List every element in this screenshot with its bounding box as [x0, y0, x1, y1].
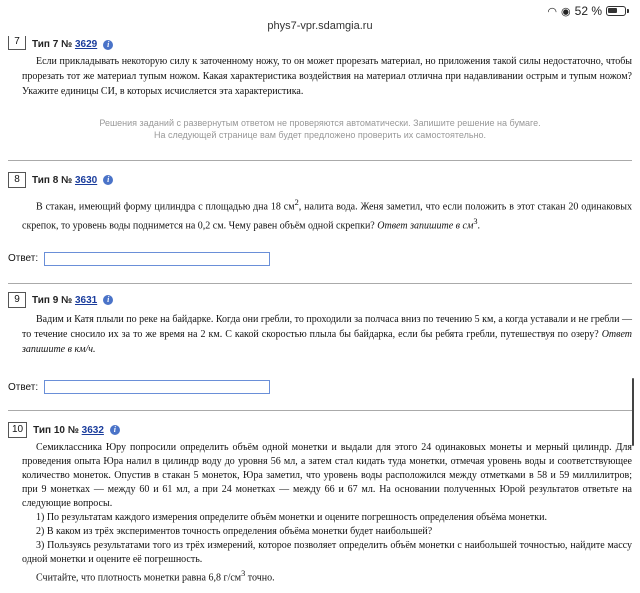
task-number-box: 8: [8, 172, 26, 188]
task-number-box: 9: [8, 292, 26, 308]
task-8-header: [8, 172, 632, 188]
answer-row: [8, 252, 632, 266]
question-1: 1) По результатам каждого измерения определите объём монетки и оцените погрешность определения объёма монетки.: [36, 512, 547, 523]
task-9-text: Вадим и Катя плыли по реке на байдарке. Когда они гребли, то проходили за полчаса вниз по течению 5 км, а когда уставали и не гребли — то течение сносило их за то же время на 2 км. С какой скоростью плыла бы байдарка, если бы ребята гребли, путешествуя по озеру? Ответ запишите в км/ч.: [22, 314, 632, 355]
divider: [8, 160, 632, 161]
info-icon[interactable]: i: [103, 295, 113, 305]
task-id-link[interactable]: 3631: [74, 294, 98, 306]
task-type-label: Тип 7 № 3629: [32, 39, 98, 50]
location-icon: ◉: [561, 5, 571, 18]
task-9-header: [8, 292, 632, 308]
answer-label: Ответ:: [8, 253, 39, 265]
task-type-label: Тип 9 № 3631: [32, 294, 98, 306]
task-type-label: Тип 8 № 3630: [32, 174, 98, 186]
info-icon[interactable]: i: [103, 175, 113, 185]
task-8-text: В стакан, имеющий форму цилиндра с площадью дна 18 $см^2$, налита вода. Женя заметил, что если положить в этот стакан 20 одинаковых скрепок, то уровень воды поднимется на 0,2 см. Чему равен объём одной скрепки? Ответ запишите в $см^3$.: [22, 198, 632, 232]
divider: [8, 410, 632, 411]
task-id-link[interactable]: 3632: [81, 424, 104, 436]
info-icon[interactable]: i: [110, 425, 120, 435]
task-8: [8, 172, 632, 266]
task-7-header: [8, 36, 632, 50]
info-icon[interactable]: i: [103, 40, 113, 50]
answer-row: [8, 380, 632, 394]
battery-icon: [606, 6, 626, 16]
task-number-box: 7: [8, 36, 26, 50]
url-bar[interactable]: phys7-vpr.sdamgia.ru: [267, 20, 373, 32]
question-3: 3) Пользуясь результатами того из трёх измерений, которое позволяет определить объём монетки с наибольшей точностью, найдите массу одной монетки и оцените её погрешность.: [22, 540, 632, 565]
question-2: 2) В каком из трёх экспериментов точность определения объёма монетки будет наибольшей?: [36, 526, 433, 537]
status-icons: [547, 4, 626, 18]
answer-input[interactable]: [44, 252, 270, 266]
task-id-link[interactable]: 3630: [74, 174, 98, 186]
wifi-icon: ◠: [547, 5, 558, 18]
answer-label: Ответ:: [8, 381, 39, 393]
divider: [8, 283, 632, 284]
task-id-link[interactable]: 3629: [74, 39, 98, 50]
answer-input[interactable]: [44, 380, 270, 394]
density-note: Считайте, что плотность монетки равна 6,8 $г/см^3$ точно.: [36, 569, 275, 584]
status-bar: [0, 0, 640, 22]
auto-check-notice: Решения заданий с развернутым ответом не проверяются автоматически. Запишите решение на бумаге. На следующей странице вам будет предложено проверить их самостоятельно.: [99, 118, 541, 140]
task-9: [8, 292, 632, 394]
task-number-box: 10: [8, 422, 27, 438]
scrollbar[interactable]: [632, 378, 634, 446]
task-type-label: Тип 10 № 3632: [33, 424, 104, 436]
task-7-text: Если прикладывать некоторую силу к заточенному ножу, то он может прорезать материал, но приложения такой силы недостаточно, чтобы прорезать тот же материал тупым ножом. Какая характеристика воздействия на материал отлична при надавливании острым и тупым ножом? Укажите единицы СИ, в которых исчисляется эта характеристика.: [22, 56, 632, 97]
task-10-text: Семиклассника Юру попросили определить объём одной монетки и выдали для этого 24 одинаковых монеты и мерный цилиндр. Для проведения опыта Юра налил в цилиндр воду до уровня 56 мл, а затем стал кидать туда монетки, отмечая уровень воды и соответствующее количество монеток. Опустив в стакан 5 монеток, Юра заметил, что уровень воды расположился между отметками в 58 и 59 миллилитров; при 9 монетках — между 60 и 61 мл, а при 24 монетках — между 66 и 67 мл. На основании полученных Юрой результатов ответьте на следующие вопросы.: [22, 442, 632, 509]
task-10-header: [8, 422, 632, 438]
task-10: [8, 422, 632, 585]
task-7: [8, 36, 632, 99]
battery-percent: 52 %: [574, 4, 602, 18]
